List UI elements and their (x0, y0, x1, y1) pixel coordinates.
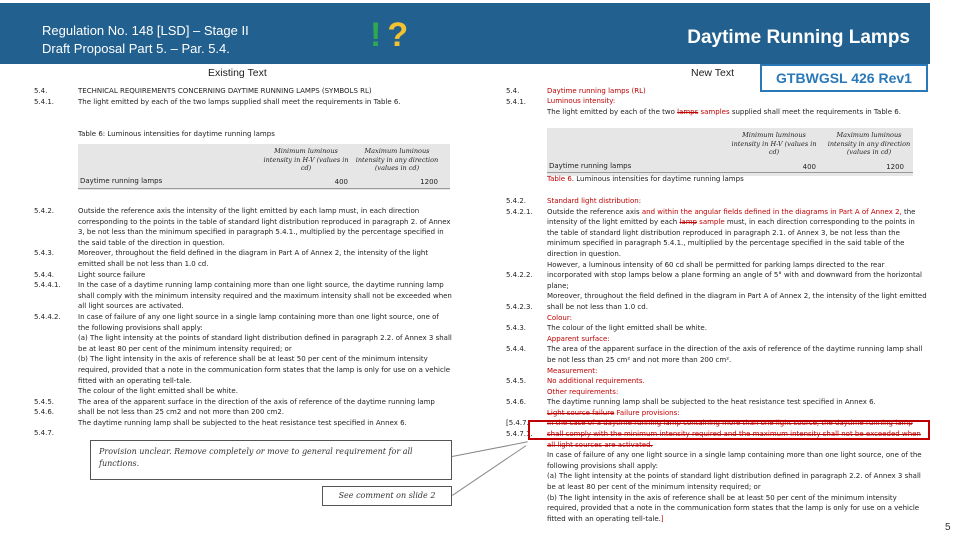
new-table-row-max: 1200 (886, 163, 904, 171)
highlight-box-failure-provisions (528, 420, 930, 440)
exclamation-icon: ! (370, 16, 382, 54)
column-heading-new: New Text (691, 67, 734, 79)
existing-table-rule (78, 188, 450, 189)
existing-para-5-4: TECHNICAL REQUIREMENTS CONCERNING DAYTIME RUNNING LAMPS (SYMBOLS RL) The light emitted by each of the two lamps supplied shall meet the requirements in Table 6. (78, 87, 401, 106)
question-icon: ? (387, 16, 409, 54)
new-para-numbers-1: 5.4. 5.4.1. (506, 87, 527, 106)
attention-marks (370, 17, 408, 53)
new-para-numbers-2: 5.4.2. 5.4.2.1. 5.4.2.2. 5.4.2.3. 5.4.3. 5.4.4. 5.4.5. 5.4.6. [5.4.7. 5.4.7.1. (506, 197, 533, 439)
existing-para-numbers-2: 5.4.2. 5.4.3. 5.4.4. 5.4.4.1. 5.4.4.2. 5.4.5. 5.4.6. 5.4.7. (34, 207, 61, 438)
new-table-row-label: Daytime running lamps (549, 162, 632, 170)
new-table-col-min: Minimum luminous intensity in H-V (values in cd) (731, 131, 817, 156)
new-para-5-4-2-to-5-4-7: Standard light distribution: Outside the reference axis and within the angular fields defined in the diagrams in Part A of Annex 2, the intensity of the light emitted by each lamp sample must, in each direction corresponding to the points in the table of standard light distribution reproduced in paragraph 2.1. of Annex 3, be not less than the minimum specified in paragraph 5.4.1., multiplied by the percentage specified in the said table of the direction in question. However, a luminous intensity of 60 cd shall be permitted for parking lamps directed to the rear incorporated with stop lamps below a plane forming an angle of 5° with and downward from the horizontal plane; Moreover, throughout the field defined in the diagram in Part A of Annex 2, the intensity of the light emitted shall be not less than 1.0 cd. Colour: The colour of the light emitted shall be white. Apparent surface: The area of the apparent surface in the direction of the axis of reference of the daytime running lamp shall be not less than 25 cm² and not more than 200 cm². Measurement: No additional requirements. Other requirements: The daytime running lamp shall be subjected to the heat resistance test specified in Annex 6. Light source failure Failure provisions: In the case of a daytime running lamp containing more than one light source, the daytime running lamp shall comply with the minimum intensity required and the maximum intensity shall not be exceeded when all light sources are activated. In case of failure of any one light source in a single lamp containing more than one light source, one of the following provisions shall apply: (a) The light intensity at the points of standard light distribution defined in paragraph 2.2. of Annex 3 shall be at least 80 per cent of the minimum intensity required; or (b) The light intensity in the axis of reference shall be at least 50 per cent of the minimum intensity required, provided that a note in the communication form states that the lamp is only for use on a vehicle fitted with an operating tell-tale.] (547, 197, 927, 523)
new-para-5-4-1: The light emitted by each of the two lamps samples supplied shall meet the requirements in Table 6. (547, 108, 901, 116)
new-table-row-min: 400 (802, 163, 816, 171)
page-number: 5 (945, 522, 951, 533)
new-heading-rl: Daytime running lamps (RL) (547, 87, 646, 95)
existing-table-row-label: Daytime running lamps (80, 177, 163, 185)
regulation-title (42, 22, 249, 58)
comment-provision-unclear: Provision unclear. Remove completely or move to general requirement for all functions. (90, 440, 452, 480)
new-table-col-max: Maximum luminous intensity in any direction (values in cd) (827, 131, 911, 156)
existing-table-col-max: Maximum luminous intensity in any direction (values in cd) (355, 147, 439, 172)
existing-para-numbers-1: 5.4. 5.4.1. (34, 87, 55, 106)
existing-table-caption: Table 6: Luminous intensities for daytime running lamps (78, 130, 275, 138)
new-table-caption: Table 6. Luminous intensities for daytime running lamps (547, 175, 744, 183)
existing-table-row-min: 400 (334, 178, 348, 186)
existing-para-5-4-2-to-5-4-7: Outside the reference axis the intensity of the light emitted by each lamp must, in each direction corresponding to the points in the table of standard light distribution reproduced in paragraph 2. of Annex 3, be not less than the minimum specified in paragraph 5.4.1., multiplied by the percentage specified in the said table of the direction in question. Moreover, throughout the field defined in the diagram in Part A of Annex 2, the intensity of the light emitted shall be not less than 1.0 cd. Light source failure In the case of a daytime running lamp containing more than one light source, the daytime running lamp shall comply with the minimum intensity required and the maximum intensity shall not be exceeded when all light sources are activated. In case of failure of any one light source in a single lamp containing more than one light source, one of the following provisions shall apply: (a) The light intensity at the points of standard light distribution defined in paragraph 2.2. of Annex 3 shall be at least 80 per cent of the minimum intensity required; or (b) The light intensity in the axis of reference shall be at least 50 per cent of the minimum intensity required, provided that a note in the communication form states that the lamp is only for use on a vehicle fitted with an operating tell-tale. The colour of the light emitted shall be white. The area of the apparent surface in the direction of the axis of reference of the daytime running lamp shall be not less than 25 cm2 and not more than 200 cm2. The daytime running lamp shall be subjected to the heat resistance test specified in Annex 6. (78, 207, 452, 427)
existing-table-col-min: Minimum luminous intensity in H-V (values in cd) (263, 147, 349, 172)
document-badge: GTBWGSL 426 Rev1 (760, 64, 928, 92)
column-heading-existing: Existing Text (208, 67, 267, 79)
regulation-line-1: Regulation No. 148 [LSD] – Stage II (42, 23, 249, 38)
regulation-line-2: Draft Proposal Part 5. – Par. 5.4. (42, 41, 230, 56)
comment-connector-line (452, 441, 528, 457)
comment-see-slide-2: See comment on slide 2 (322, 486, 452, 506)
existing-table-row-max: 1200 (420, 178, 438, 186)
new-table-rule (547, 172, 913, 173)
header-banner (0, 3, 930, 64)
slide-title: Daytime Running Lamps (687, 27, 910, 48)
new-heading-luminous: Luminous intensity: (547, 97, 616, 105)
